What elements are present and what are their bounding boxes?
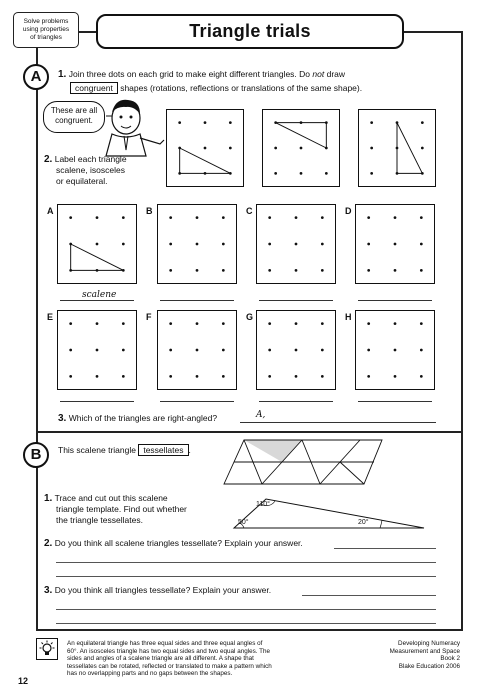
question-number: 1. xyxy=(44,493,53,504)
question-text: Do you think all scalene triangles tessellate? Explain your answer. xyxy=(54,538,303,548)
question-text: shapes (rotations, reflections or translations of the same shape). xyxy=(120,83,363,93)
question-a3 xyxy=(58,413,217,424)
question-b3 xyxy=(44,585,271,596)
question-a1-line2 xyxy=(70,82,460,94)
footer-note-line: An equilateral triangle has three equal sides and three equal angles of xyxy=(67,640,263,647)
question-number: 1. xyxy=(58,69,67,80)
page-title: Triangle trials xyxy=(96,14,404,49)
footer-note-line: has no overlapping parts and no gaps between the shapes. xyxy=(67,670,233,677)
answer-line-g[interactable] xyxy=(259,401,333,402)
question-text: draw xyxy=(326,69,346,79)
dot-grid-h[interactable] xyxy=(355,310,435,390)
writing-line[interactable] xyxy=(302,595,436,596)
key-term-congruent: congruent xyxy=(70,82,118,94)
question-a1 xyxy=(58,69,458,80)
answer-line-a[interactable] xyxy=(60,300,134,301)
question-a2 xyxy=(44,154,164,187)
question-b2 xyxy=(44,538,303,549)
lightbulb-icon xyxy=(36,638,58,660)
topic-tag xyxy=(13,12,79,48)
angle-label-110: 110° xyxy=(256,501,270,508)
angle-label-50: 50° xyxy=(238,519,249,526)
answer-line-h[interactable] xyxy=(358,401,432,402)
question-text: Trace and cut out this scalene xyxy=(54,493,168,503)
grid-label-a: A xyxy=(47,206,54,216)
frame-left-border xyxy=(36,48,38,630)
answer-line-e[interactable] xyxy=(60,401,134,402)
question-text: Which of the triangles are right-angled? xyxy=(68,413,218,423)
book-credit-line: Blake Education 2006 xyxy=(398,662,460,670)
question-text: scalene, isosceles xyxy=(56,165,125,175)
example-grid-2 xyxy=(262,109,340,187)
section-a-marker: A xyxy=(23,64,49,90)
dot-grid-a[interactable] xyxy=(57,204,137,284)
answer-line-f[interactable] xyxy=(160,401,234,402)
book-credit-line: Developing Numeracy xyxy=(398,640,460,647)
footer-note-line: sides and angles of a scalene triangle are all different. A shape that xyxy=(67,655,254,662)
page-number: 12 xyxy=(18,676,29,686)
answer-line-c[interactable] xyxy=(259,300,333,301)
q3-answer-line[interactable] xyxy=(240,422,436,423)
book-credit xyxy=(360,640,460,670)
grid-label-g: G xyxy=(246,312,254,322)
writing-line[interactable] xyxy=(56,623,436,624)
dot-grid-d[interactable] xyxy=(355,204,435,284)
question-b1 xyxy=(44,493,234,526)
question-text: Join three dots on each grid to make eight different triangles. Do xyxy=(68,69,311,79)
writing-line[interactable] xyxy=(56,562,436,563)
emphasis-text: not xyxy=(312,69,325,79)
example-grid-3 xyxy=(358,109,436,187)
question-text: Label each triangle xyxy=(54,154,127,164)
footer-note-line: 60°. An isosceles triangle has two equal sides and two equal angles. The xyxy=(67,647,270,655)
question-number: 2. xyxy=(44,538,53,549)
question-number: 3. xyxy=(58,413,67,424)
key-term-tessellates: tessellates xyxy=(138,444,188,456)
question-text: the triangle tessellates. xyxy=(56,515,143,525)
answer-a-text: scalene xyxy=(82,290,117,300)
question-text: Do you think all triangles tessellate? Explain your answer. xyxy=(54,585,272,595)
section-b-marker: B xyxy=(23,442,49,468)
intro-text: This scalene triangle xyxy=(58,445,136,455)
grid-label-c: C xyxy=(246,206,253,216)
question-number: 2. xyxy=(44,154,53,165)
writing-line[interactable] xyxy=(334,548,436,549)
angle-label-20: 20° xyxy=(358,519,369,526)
dot-grid-b[interactable] xyxy=(157,204,237,284)
book-credit-line: Book 2 xyxy=(440,655,460,662)
speech-bubble: These are all congruent. xyxy=(43,101,105,133)
dot-grid-g[interactable] xyxy=(256,310,336,390)
writing-line[interactable] xyxy=(56,609,436,610)
grid-label-h: H xyxy=(345,312,352,322)
writing-line[interactable] xyxy=(56,576,436,577)
dot-grid-e[interactable] xyxy=(57,310,137,390)
question-text: or equilateral. xyxy=(56,176,108,186)
dot-grid-c[interactable] xyxy=(256,204,336,284)
topic-tag-line: of triangles xyxy=(30,34,62,41)
book-credit-line: Measurement and Space xyxy=(389,647,460,655)
header-rule xyxy=(79,31,96,33)
header-rule xyxy=(404,31,462,33)
grid-label-d: D xyxy=(345,206,352,216)
grid-label-e: E xyxy=(47,312,54,322)
intro-end: . xyxy=(188,445,191,455)
q3-answer-text: A, xyxy=(256,410,266,420)
dot-grid-f[interactable] xyxy=(157,310,237,390)
grid-label-f: F xyxy=(146,312,152,322)
frame-right-border xyxy=(461,31,463,631)
footer-note xyxy=(67,640,337,678)
example-grid-1 xyxy=(166,109,244,187)
question-text: triangle template. Find out whether xyxy=(56,504,187,514)
section-b-intro xyxy=(58,444,191,456)
section-divider xyxy=(36,431,462,433)
tessellation-pattern xyxy=(222,438,390,486)
frame-bottom-border xyxy=(36,629,462,631)
grid-label-b: B xyxy=(146,206,153,216)
answer-line-b[interactable] xyxy=(160,300,234,301)
question-number: 3. xyxy=(44,585,53,596)
topic-tag-line: Solve problems xyxy=(23,18,69,25)
topic-tag-line: using properties xyxy=(22,26,70,33)
footer-note-line: tessellates can be rotated, reflected or translated to make a pattern which xyxy=(67,662,272,670)
cartoon-boy-icon xyxy=(102,96,168,158)
answer-line-d[interactable] xyxy=(358,300,432,301)
